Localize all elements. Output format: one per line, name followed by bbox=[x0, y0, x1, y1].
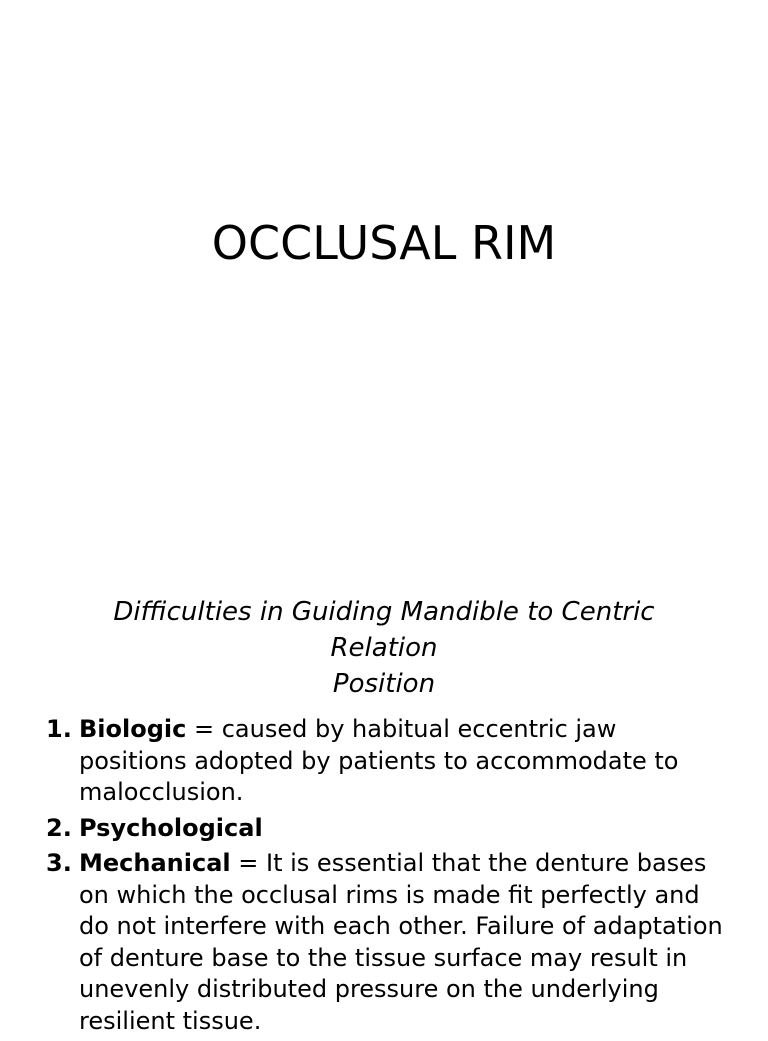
difficulties-list bbox=[0, 714, 768, 1041]
subtitle-line-3: Position bbox=[332, 669, 436, 699]
list-item-term: Biologic bbox=[79, 715, 187, 743]
subtitle-line-2: Relation bbox=[330, 633, 438, 663]
list-item-biologic bbox=[0, 714, 768, 809]
list-item-term: Psychological bbox=[79, 813, 263, 842]
list-item-text: = It is essential that the denture bases on which the occlusal rims is made fit perfectly and do not interfere with each other. Failure of adaptation of denture base to the tissue surface may result in unevenly distributed pressure on the underlying resilient tissue. bbox=[79, 849, 723, 1035]
list-item-number: 1. bbox=[46, 715, 72, 743]
list-item-mechanical bbox=[0, 848, 768, 1037]
subtitle-line-1: Difficulties in Guiding Mandible to Centric bbox=[113, 597, 655, 627]
list-item-number: 3. bbox=[46, 849, 72, 877]
subtitle bbox=[40, 594, 728, 702]
list-item-number: 2. bbox=[46, 813, 72, 842]
list-item-psychological bbox=[0, 813, 768, 845]
slide-title: OCCLUSAL RIM bbox=[211, 216, 557, 270]
list-item-text: = caused by habitual eccentric jaw positions adopted by patients to accommodate to malocclusion. bbox=[79, 715, 679, 806]
list-item-term: Mechanical bbox=[79, 849, 231, 877]
